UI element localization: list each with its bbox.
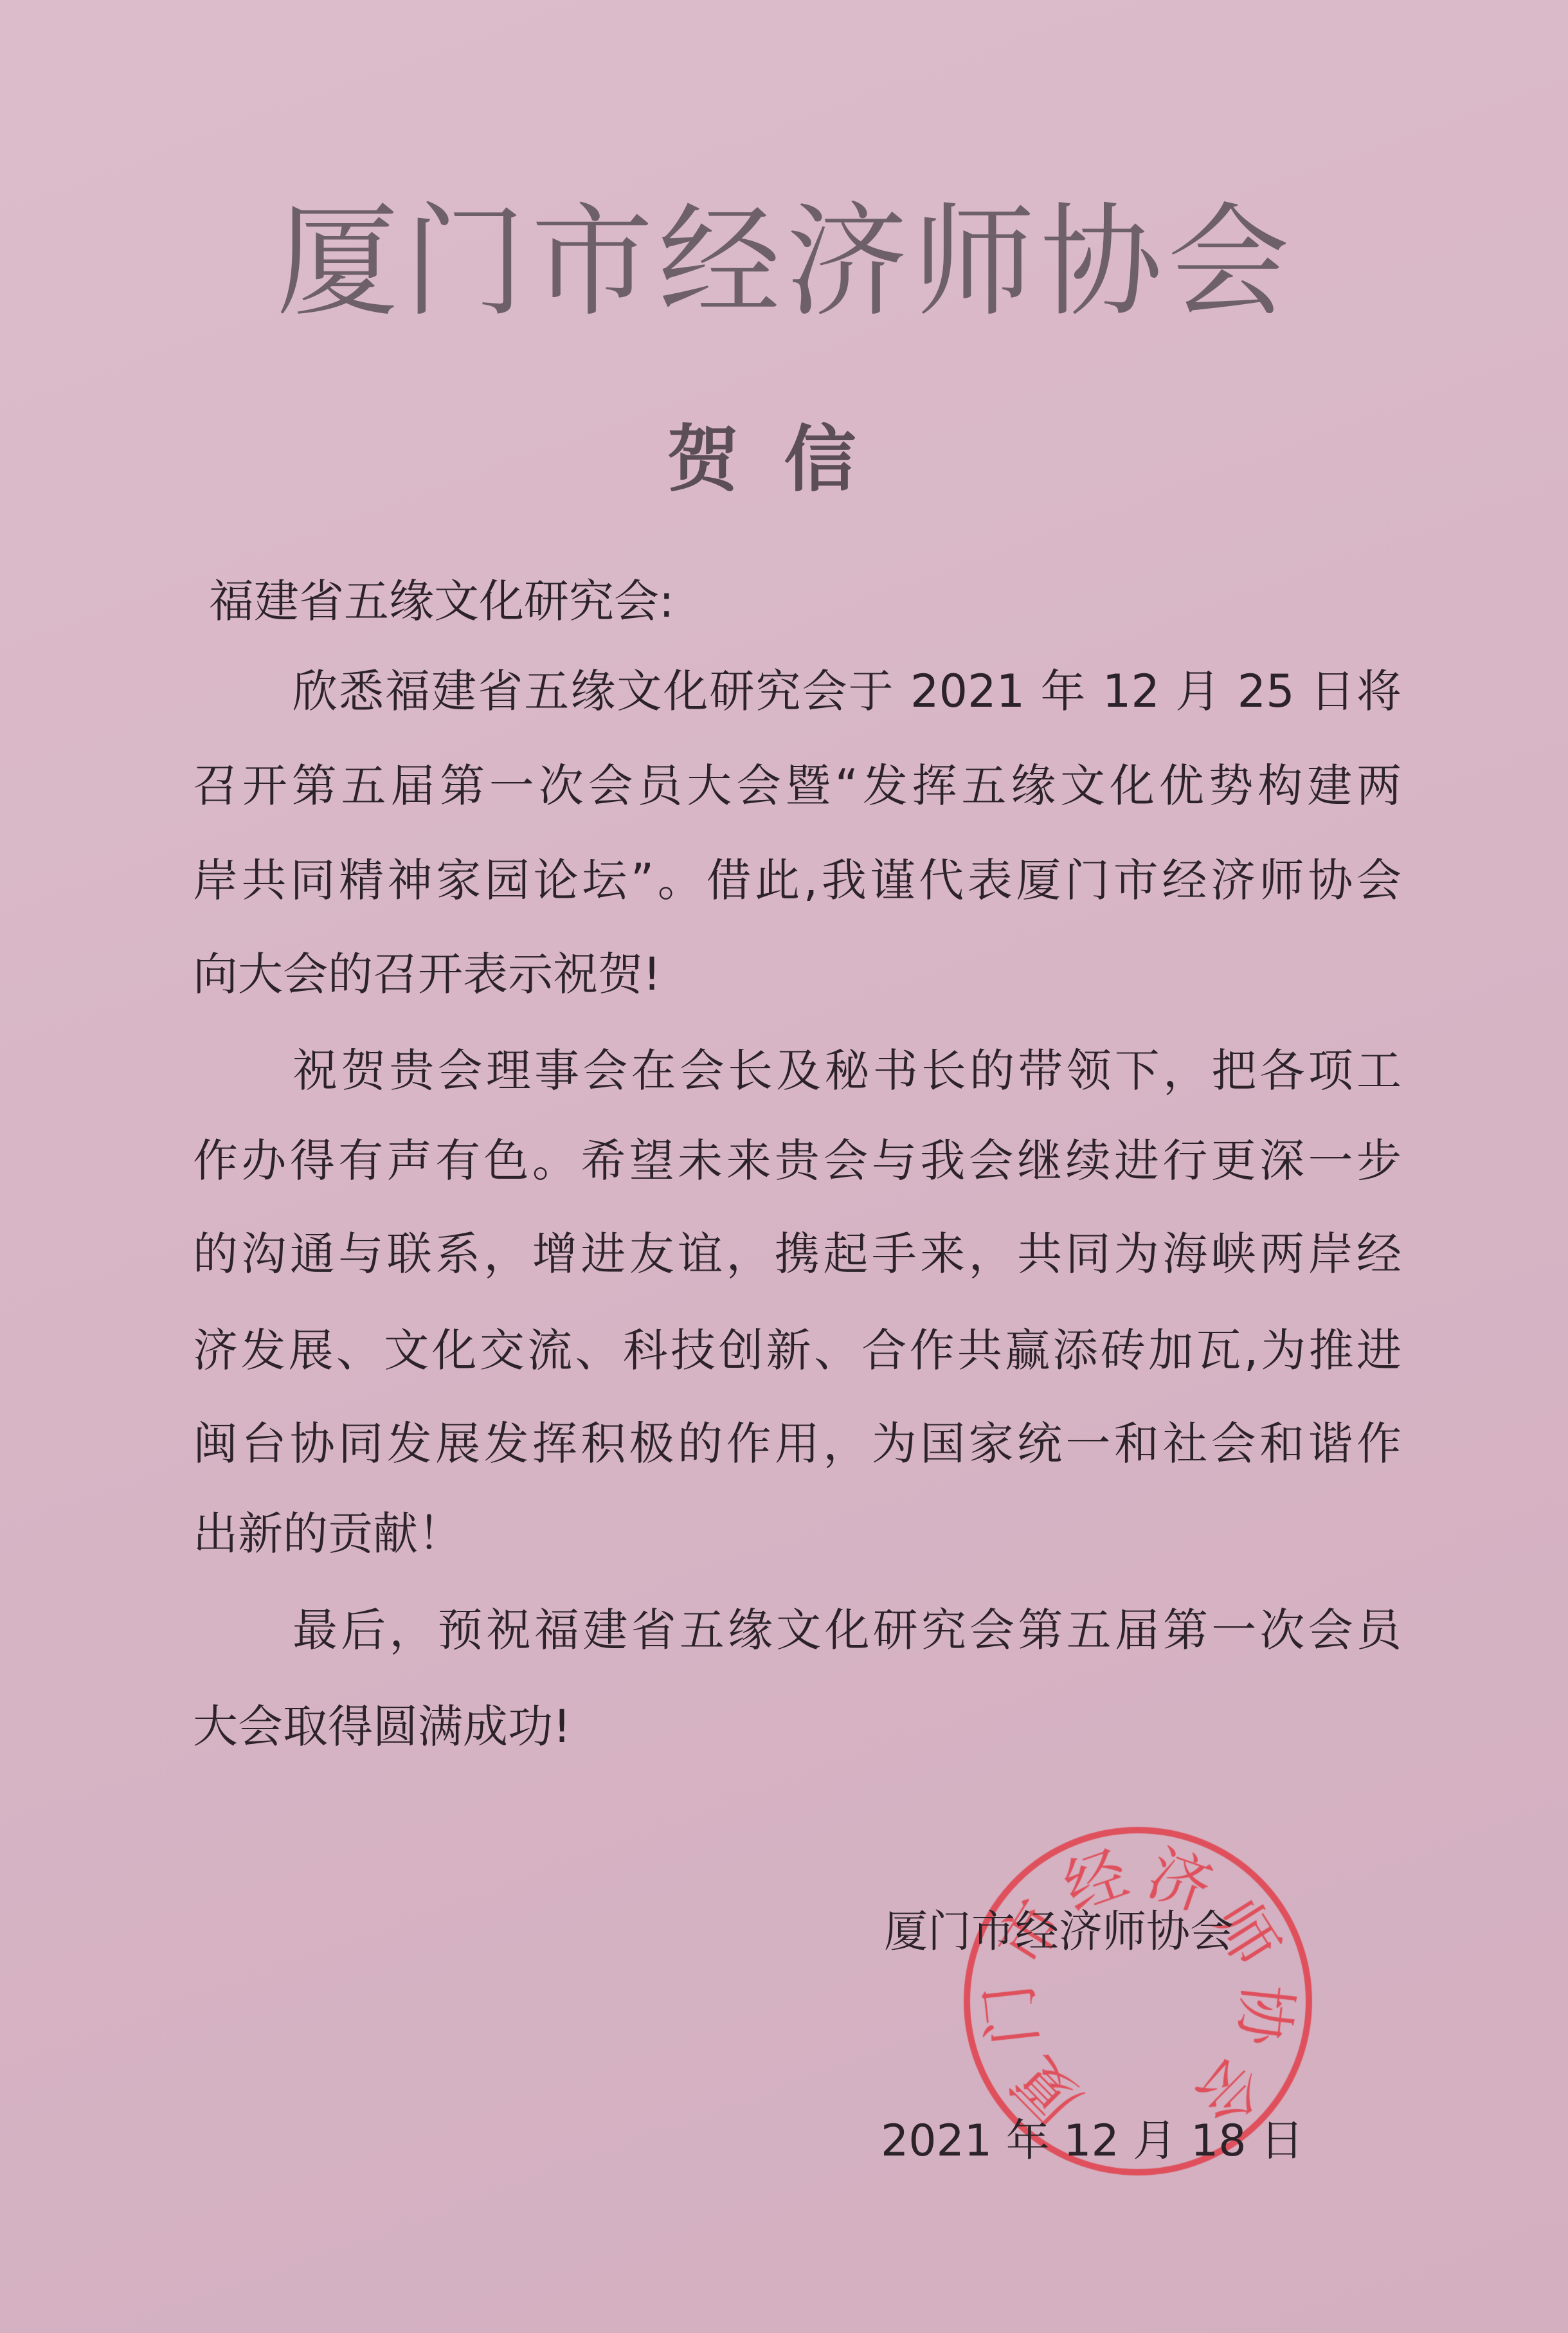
- body-line: 欣悉福建省五缘文化研究会于 2021 年 12 月 25 日将: [293, 665, 1401, 718]
- body-line: 济发展、文化交流、科技创新、合作共赢添砖加瓦,为推进: [193, 1324, 1401, 1377]
- body-line: 向大会的召开表示祝贺!: [193, 948, 662, 1001]
- body-line: 最后，预祝福建省五缘文化研究会第五届第一次会员: [293, 1604, 1401, 1657]
- letter-heading: 贺信: [667, 417, 901, 502]
- body-line: 大会取得圆满成功!: [193, 1700, 572, 1753]
- body-line: 祝贺贵会理事会在会长及秘书长的带领下，把各项工: [293, 1044, 1401, 1097]
- body-line: 岸共同精神家园论坛”。借此,我谨代表厦门市经济师协会: [193, 854, 1401, 907]
- signature-date: 2021 年 12 月 18 日: [881, 2116, 1304, 2166]
- body-line: 闽台协同发展发挥积极的作用，为国家统一和社会和谐作: [193, 1417, 1401, 1470]
- body-line: 召开第五届第一次会员大会暨“发挥五缘文化优势构建两: [193, 759, 1401, 812]
- body-line: 出新的贡献！: [193, 1507, 463, 1560]
- body-line: 作办得有声有色。希望未来贵会与我会继续进行更深一步: [193, 1134, 1401, 1187]
- salutation: 福建省五缘文化研究会:: [209, 575, 674, 628]
- body-line: 的沟通与联系，增进友谊，携起手来，共同为海峡两岸经: [193, 1228, 1401, 1280]
- letterhead-title: 厦门市经济师协会: [276, 191, 1295, 333]
- signature-organization: 厦门市经济师协会: [884, 1907, 1234, 1957]
